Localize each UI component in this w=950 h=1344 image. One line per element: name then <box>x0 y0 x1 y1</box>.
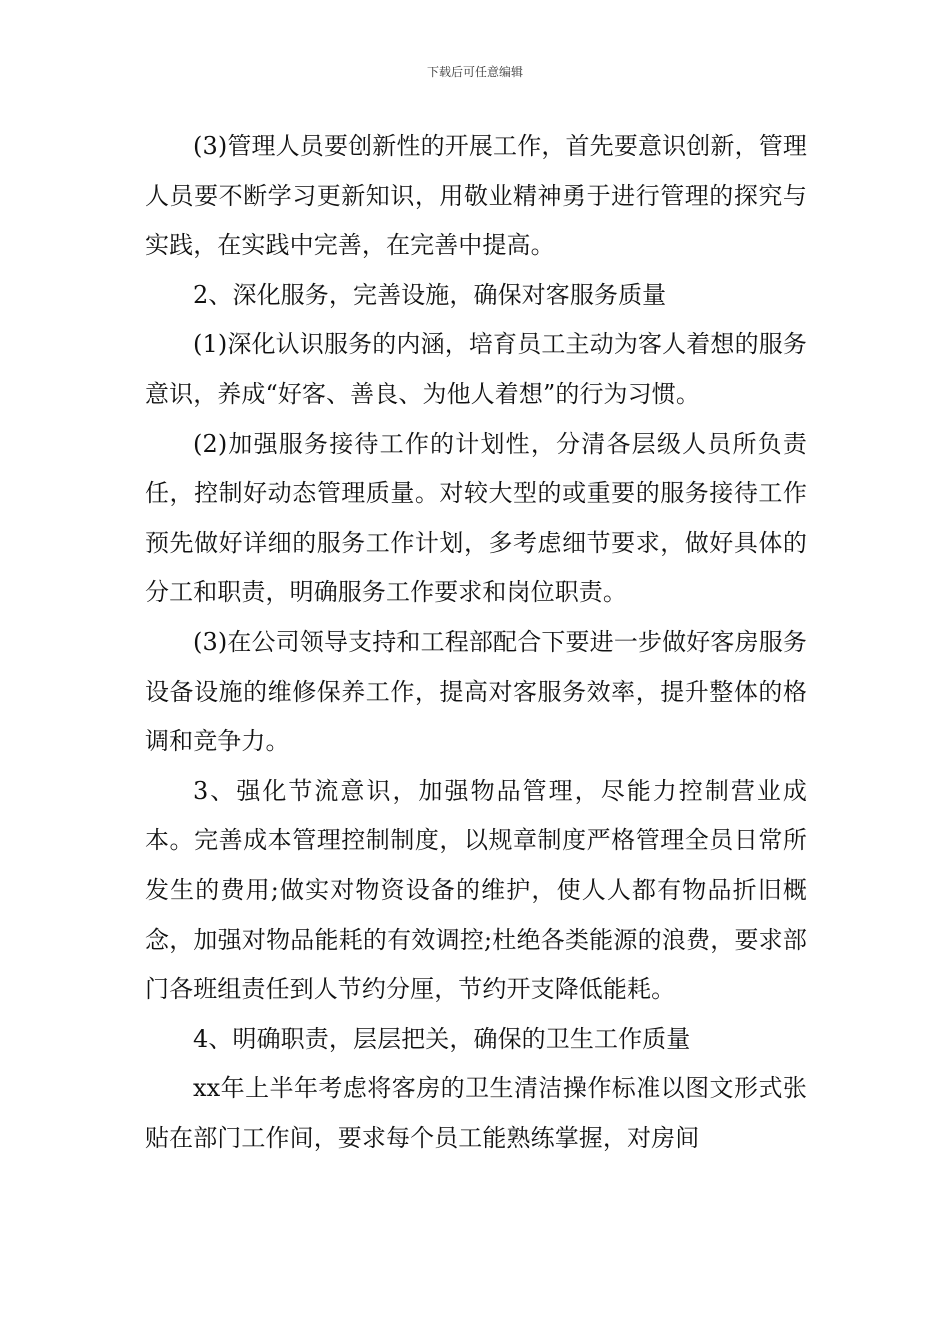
paragraph-management-innovation: (3)管理人员要创新性的开展工作，首先要意识创新，管理人员要不断学习更新知识，用敬业精神勇于进行管理的探究与实践，在实践中完善，在完善中提高。 <box>145 132 807 260</box>
heading-hygiene-quality: 4、明确职责，层层把关，确保的卫生工作质量 <box>193 1024 691 1053</box>
paragraph-service-awareness: (1)深化认识服务的内涵，培育员工主动为客人着想的服务意识，养成“好客、善良、为他人着想”的行为习惯。 <box>145 330 807 408</box>
paragraph-cleaning-standards: xx年上半年考虑将客房的卫生清洁操作标准以图文形式张贴在部门工作间，要求每个员工能熟练掌握，对房间 <box>145 1074 807 1152</box>
page-header: 下载后可任意编辑 <box>426 65 523 79</box>
document-body <box>145 122 807 1163</box>
paragraph-cost-control: 3、强化节流意识，加强物品管理，尽能力控制营业成本。完善成本管理控制制度，以规章制度严格管理全员日常所发生的费用;做实对物资设备的维护，使人人都有物品折旧概念，加强对物品能耗的有效调控;杜绝各类能源的浪费，要求部门各班组责任到人节约分厘，节约开支降低能耗。 <box>145 776 807 1004</box>
heading-deepen-service: 2、深化服务，完善设施，确保对客服务质量 <box>193 280 667 309</box>
paragraph-service-planning: (2)加强服务接待工作的计划性，分清各层级人员所负责任，控制好动态管理质量。对较大型的或重要的服务接待工作预先做好详细的服务工作计划，多考虑细节要求，做好具体的分工和职责，明确服务工作要求和岗位职责。 <box>145 429 807 607</box>
paragraph-equipment-maintenance: (3)在公司领导支持和工程部配合下要进一步做好客房服务设备设施的维修保养工作，提高对客服务效率，提升整体的格调和竞争力。 <box>145 627 807 756</box>
